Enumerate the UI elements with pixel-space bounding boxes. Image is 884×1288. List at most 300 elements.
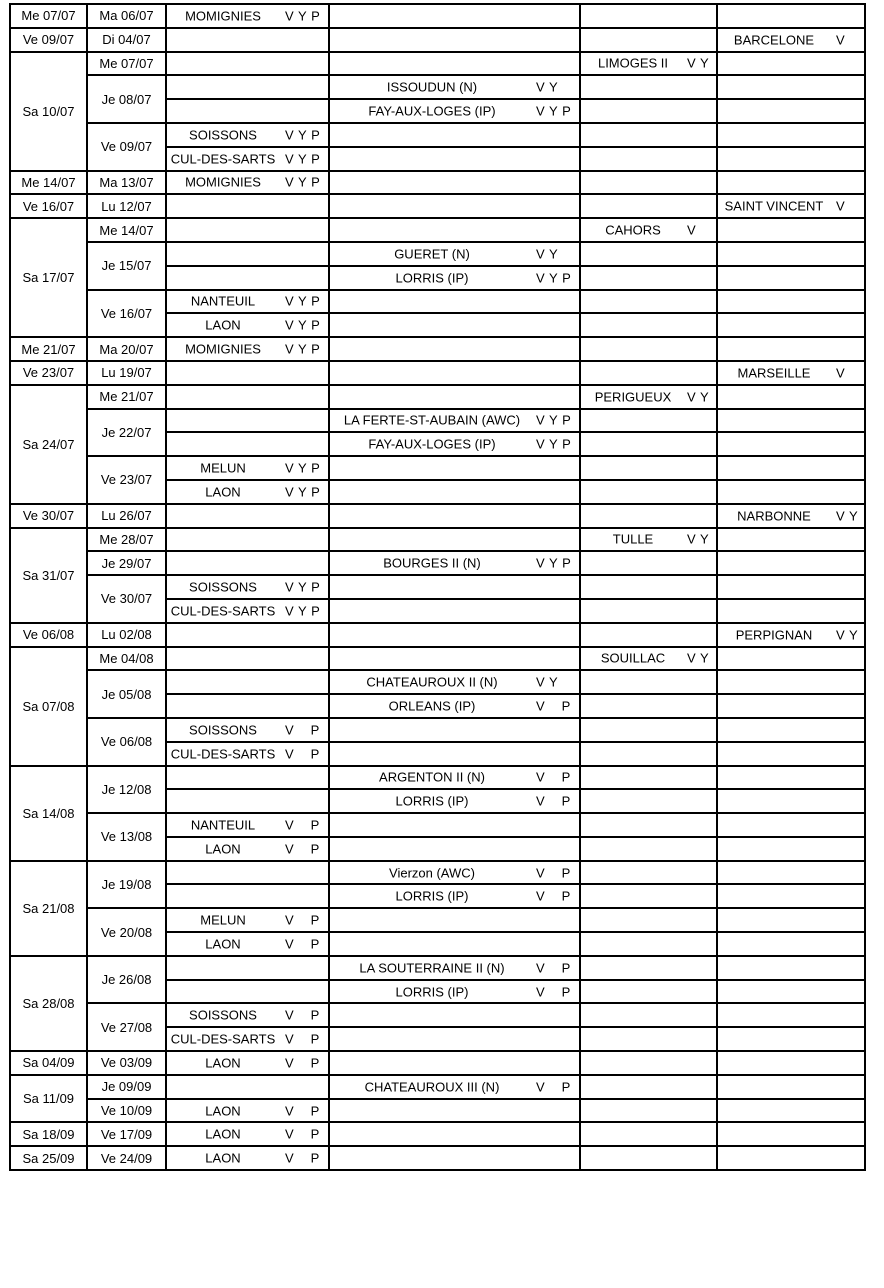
race-cell bbox=[166, 194, 329, 218]
release-date-cell: Sa 17/07 bbox=[10, 218, 87, 337]
race-category-flags: V P bbox=[536, 793, 571, 809]
race-cell bbox=[580, 147, 717, 171]
table-row bbox=[10, 123, 865, 147]
race-category-flags: V Y P bbox=[285, 293, 321, 309]
race-cell bbox=[329, 147, 580, 171]
race-name: CAHORS bbox=[605, 222, 661, 238]
release-date-cell: Ve 09/07 bbox=[10, 28, 87, 52]
race-cell bbox=[329, 361, 580, 385]
race-cell bbox=[580, 361, 717, 385]
release-date-cell: Sa 10/07 bbox=[10, 52, 87, 171]
race-cell bbox=[329, 1027, 580, 1051]
table-row bbox=[10, 194, 865, 218]
race-cell bbox=[580, 75, 717, 99]
race-name: PERIGUEUX bbox=[594, 389, 672, 405]
race-cell bbox=[329, 932, 580, 956]
race-name: FAY-AUX-LOGES (IP) bbox=[368, 436, 496, 452]
race-cell bbox=[166, 99, 329, 123]
basketing-date-cell: Ma 13/07 bbox=[87, 171, 166, 195]
race-cell bbox=[166, 837, 329, 861]
race-cell bbox=[580, 52, 717, 76]
race-cell bbox=[166, 956, 329, 980]
basketing-date-cell: Je 09/09 bbox=[87, 1075, 166, 1099]
race-cell bbox=[166, 432, 329, 456]
race-cell bbox=[717, 147, 865, 171]
race-name: MOMIGNIES bbox=[185, 8, 261, 24]
race-category-flags: V Y P bbox=[285, 151, 321, 167]
race-cell bbox=[329, 956, 580, 980]
race-name: LA SOUTERRAINE II (N) bbox=[359, 960, 505, 976]
race-cell bbox=[329, 75, 580, 99]
release-date-cell: Sa 25/09 bbox=[10, 1146, 87, 1170]
race-name: SOISSONS bbox=[189, 127, 257, 143]
table-row bbox=[10, 337, 865, 361]
release-date-cell: Ve 30/07 bbox=[10, 504, 87, 528]
race-cell bbox=[166, 1027, 329, 1051]
race-cell bbox=[717, 932, 865, 956]
race-category-flags: V Y bbox=[536, 674, 559, 690]
race-name: LA FERTE-ST-AUBAIN (AWC) bbox=[343, 412, 521, 428]
race-category-flags: V P bbox=[536, 769, 571, 785]
basketing-date-cell: Ve 27/08 bbox=[87, 1003, 166, 1051]
race-cell bbox=[166, 908, 329, 932]
table-row bbox=[10, 908, 865, 932]
race-cell bbox=[166, 599, 329, 623]
race-cell bbox=[329, 599, 580, 623]
race-cell bbox=[329, 766, 580, 790]
race-category-flags: V P bbox=[285, 912, 320, 928]
race-name: CHATEAUROUX II (N) bbox=[366, 674, 498, 690]
race-cell bbox=[166, 1099, 329, 1123]
race-cell bbox=[580, 742, 717, 766]
race-cell bbox=[717, 694, 865, 718]
race-cell bbox=[580, 266, 717, 290]
race-cell bbox=[580, 480, 717, 504]
race-cell bbox=[329, 242, 580, 266]
table-row bbox=[10, 456, 865, 480]
race-cell bbox=[580, 1122, 717, 1146]
race-cell bbox=[717, 980, 865, 1004]
race-cell bbox=[329, 694, 580, 718]
race-cell bbox=[717, 908, 865, 932]
race-name: BARCELONE bbox=[733, 32, 815, 48]
race-category-flags: V Y P bbox=[285, 174, 321, 190]
table-row bbox=[10, 623, 865, 647]
release-date-cell: Ve 06/08 bbox=[10, 623, 87, 647]
basketing-date-cell: Ve 16/07 bbox=[87, 290, 166, 338]
race-cell bbox=[580, 290, 717, 314]
basketing-date-cell: Je 05/08 bbox=[87, 670, 166, 718]
basketing-date-cell: Je 29/07 bbox=[87, 551, 166, 575]
race-cell bbox=[166, 694, 329, 718]
race-cell bbox=[166, 813, 329, 837]
race-cell bbox=[329, 456, 580, 480]
race-cell bbox=[580, 694, 717, 718]
race-cell bbox=[717, 884, 865, 908]
basketing-date-cell: Me 21/07 bbox=[87, 385, 166, 409]
race-cell bbox=[166, 932, 329, 956]
release-date-cell: Sa 11/09 bbox=[10, 1075, 87, 1123]
race-cell bbox=[166, 218, 329, 242]
basketing-date-cell: Lu 26/07 bbox=[87, 504, 166, 528]
race-cell bbox=[580, 623, 717, 647]
race-cell bbox=[166, 551, 329, 575]
release-date-cell: Sa 18/09 bbox=[10, 1122, 87, 1146]
basketing-date-cell: Ve 10/09 bbox=[87, 1099, 166, 1123]
race-cell bbox=[329, 1122, 580, 1146]
release-date-cell: Sa 04/09 bbox=[10, 1051, 87, 1075]
race-cell bbox=[329, 623, 580, 647]
race-cell bbox=[580, 670, 717, 694]
race-cell bbox=[580, 4, 717, 28]
race-cell bbox=[329, 290, 580, 314]
race-name: LAON bbox=[205, 1150, 241, 1166]
race-cell bbox=[329, 123, 580, 147]
race-cell bbox=[329, 480, 580, 504]
race-cell bbox=[717, 4, 865, 28]
race-name: SOISSONS bbox=[189, 579, 257, 595]
race-cell bbox=[580, 171, 717, 195]
race-category-flags: V P bbox=[285, 722, 320, 738]
table-row bbox=[10, 75, 865, 99]
race-name: CUL-DES-SARTS bbox=[170, 1031, 276, 1047]
race-cell bbox=[329, 1099, 580, 1123]
race-cell bbox=[166, 123, 329, 147]
race-category-flags: V bbox=[836, 365, 846, 381]
race-cell bbox=[717, 313, 865, 337]
race-cell bbox=[717, 266, 865, 290]
race-cell bbox=[580, 1146, 717, 1170]
schedule-body bbox=[10, 4, 865, 1170]
basketing-date-cell: Ve 09/07 bbox=[87, 123, 166, 171]
basketing-date-cell: Ve 06/08 bbox=[87, 718, 166, 766]
race-cell bbox=[329, 670, 580, 694]
race-cell bbox=[329, 1146, 580, 1170]
basketing-date-cell: Je 15/07 bbox=[87, 242, 166, 290]
race-cell bbox=[329, 1075, 580, 1099]
race-category-flags: V Y P bbox=[536, 270, 572, 286]
race-cell bbox=[580, 99, 717, 123]
release-date-cell: Sa 14/08 bbox=[10, 766, 87, 861]
race-name: MARSEILLE bbox=[737, 365, 811, 381]
race-name: MOMIGNIES bbox=[185, 174, 261, 190]
race-cell bbox=[717, 599, 865, 623]
basketing-date-cell: Je 12/08 bbox=[87, 766, 166, 814]
race-cell bbox=[329, 789, 580, 813]
race-category-flags: V P bbox=[536, 888, 571, 904]
race-cell bbox=[580, 409, 717, 433]
race-cell bbox=[717, 99, 865, 123]
race-category-flags: V Y P bbox=[285, 317, 321, 333]
table-row bbox=[10, 766, 865, 790]
race-cell bbox=[166, 361, 329, 385]
release-date-cell: Ve 16/07 bbox=[10, 194, 87, 218]
race-cell bbox=[166, 504, 329, 528]
race-cell bbox=[329, 385, 580, 409]
race-cell bbox=[329, 409, 580, 433]
race-cell bbox=[329, 551, 580, 575]
basketing-date-cell: Ve 17/09 bbox=[87, 1122, 166, 1146]
table-row bbox=[10, 52, 865, 76]
race-category-flags: V bbox=[687, 222, 697, 238]
table-row bbox=[10, 290, 865, 314]
race-cell bbox=[329, 313, 580, 337]
race-cell bbox=[329, 99, 580, 123]
race-cell bbox=[166, 1051, 329, 1075]
release-date-cell: Sa 31/07 bbox=[10, 528, 87, 623]
race-category-flags: V P bbox=[285, 817, 320, 833]
race-cell bbox=[329, 742, 580, 766]
race-cell bbox=[329, 171, 580, 195]
race-cell bbox=[580, 504, 717, 528]
race-cell bbox=[717, 1146, 865, 1170]
table-row bbox=[10, 242, 865, 266]
race-category-flags: V Y bbox=[687, 650, 710, 666]
race-category-flags: V bbox=[836, 198, 846, 214]
race-cell bbox=[580, 1003, 717, 1027]
race-name: MELUN bbox=[200, 460, 246, 476]
race-category-flags: V P bbox=[285, 1007, 320, 1023]
race-cell bbox=[166, 242, 329, 266]
race-category-flags: V Y P bbox=[536, 412, 572, 428]
race-cell bbox=[166, 1146, 329, 1170]
race-cell bbox=[717, 409, 865, 433]
race-name: LORRIS (IP) bbox=[395, 270, 469, 286]
race-cell bbox=[166, 147, 329, 171]
race-cell bbox=[717, 742, 865, 766]
race-cell bbox=[166, 884, 329, 908]
race-name: FAY-AUX-LOGES (IP) bbox=[368, 103, 496, 119]
basketing-date-cell: Lu 12/07 bbox=[87, 194, 166, 218]
race-cell bbox=[717, 480, 865, 504]
race-name: LAON bbox=[205, 1103, 241, 1119]
table-row bbox=[10, 28, 865, 52]
table-row bbox=[10, 647, 865, 671]
race-cell bbox=[166, 456, 329, 480]
race-category-flags: V Y bbox=[687, 55, 710, 71]
race-category-flags: V Y bbox=[687, 389, 710, 405]
race-cell bbox=[580, 789, 717, 813]
race-cell bbox=[166, 290, 329, 314]
basketing-date-cell: Me 07/07 bbox=[87, 52, 166, 76]
race-cell bbox=[580, 337, 717, 361]
table-row bbox=[10, 575, 865, 599]
race-cell bbox=[580, 313, 717, 337]
race-category-flags: V Y bbox=[536, 246, 559, 262]
race-category-flags: V P bbox=[285, 1150, 320, 1166]
race-category-flags: V Y P bbox=[285, 460, 321, 476]
race-cell bbox=[717, 1003, 865, 1027]
table-row bbox=[10, 361, 865, 385]
race-cell bbox=[329, 575, 580, 599]
race-cell bbox=[717, 1122, 865, 1146]
race-category-flags: V Y bbox=[536, 79, 559, 95]
race-category-flags: V P bbox=[285, 1031, 320, 1047]
race-name: Vierzon (AWC) bbox=[389, 865, 475, 881]
table-row bbox=[10, 551, 865, 575]
race-category-flags: V bbox=[836, 32, 846, 48]
race-cell bbox=[717, 1099, 865, 1123]
race-name: NARBONNE bbox=[737, 508, 811, 524]
race-cell bbox=[166, 313, 329, 337]
race-cell bbox=[329, 813, 580, 837]
race-name: SOISSONS bbox=[189, 1007, 257, 1023]
race-cell bbox=[329, 837, 580, 861]
race-name: NANTEUIL bbox=[190, 817, 256, 833]
race-cell bbox=[329, 266, 580, 290]
table-row bbox=[10, 1075, 865, 1099]
race-cell bbox=[329, 884, 580, 908]
race-cell bbox=[580, 551, 717, 575]
race-category-flags: V P bbox=[285, 1103, 320, 1119]
basketing-date-cell: Ma 20/07 bbox=[87, 337, 166, 361]
race-cell bbox=[717, 1027, 865, 1051]
race-name: SOISSONS bbox=[189, 722, 257, 738]
basketing-date-cell: Di 04/07 bbox=[87, 28, 166, 52]
race-category-flags: V Y P bbox=[536, 436, 572, 452]
race-cell bbox=[166, 766, 329, 790]
release-date-cell: Me 14/07 bbox=[10, 171, 87, 195]
table-row bbox=[10, 1051, 865, 1075]
race-category-flags: V P bbox=[285, 841, 320, 857]
race-cell bbox=[717, 290, 865, 314]
table-row bbox=[10, 861, 865, 885]
race-cell bbox=[717, 813, 865, 837]
race-cell bbox=[717, 385, 865, 409]
table-row bbox=[10, 1122, 865, 1146]
race-cell bbox=[166, 266, 329, 290]
race-cell bbox=[580, 647, 717, 671]
race-cell bbox=[717, 575, 865, 599]
race-cell bbox=[717, 837, 865, 861]
race-name: CHATEAUROUX III (N) bbox=[364, 1079, 500, 1095]
race-name: LAON bbox=[205, 317, 241, 333]
race-cell bbox=[717, 123, 865, 147]
basketing-date-cell: Ve 24/09 bbox=[87, 1146, 166, 1170]
race-cell bbox=[717, 242, 865, 266]
race-cell bbox=[580, 528, 717, 552]
basketing-date-cell: Ma 06/07 bbox=[87, 4, 166, 28]
race-category-flags: V P bbox=[285, 936, 320, 952]
race-category-flags: V P bbox=[536, 865, 571, 881]
table-row bbox=[10, 1099, 865, 1123]
table-row bbox=[10, 504, 865, 528]
race-cell bbox=[580, 1027, 717, 1051]
race-cell bbox=[329, 1051, 580, 1075]
basketing-date-cell: Ve 03/09 bbox=[87, 1051, 166, 1075]
race-cell bbox=[329, 980, 580, 1004]
race-category-flags: V Y bbox=[836, 508, 859, 524]
race-category-flags: V Y bbox=[687, 531, 710, 547]
race-cell bbox=[717, 194, 865, 218]
race-cell bbox=[580, 599, 717, 623]
race-cell bbox=[580, 837, 717, 861]
table-row bbox=[10, 718, 865, 742]
race-cell bbox=[166, 980, 329, 1004]
race-cell bbox=[580, 766, 717, 790]
race-category-flags: V Y P bbox=[285, 579, 321, 595]
race-cell bbox=[717, 218, 865, 242]
race-cell bbox=[329, 647, 580, 671]
race-cell bbox=[329, 194, 580, 218]
table-row bbox=[10, 1003, 865, 1027]
release-date-cell: Me 21/07 bbox=[10, 337, 87, 361]
race-cell bbox=[717, 28, 865, 52]
race-category-flags: V Y P bbox=[285, 603, 321, 619]
table-row bbox=[10, 956, 865, 980]
table-row bbox=[10, 409, 865, 433]
race-cell bbox=[580, 884, 717, 908]
race-category-flags: V P bbox=[536, 984, 571, 1000]
race-cell bbox=[717, 171, 865, 195]
race-name: MELUN bbox=[200, 912, 246, 928]
table-row bbox=[10, 171, 865, 195]
basketing-date-cell: Me 04/08 bbox=[87, 647, 166, 671]
basketing-date-cell: Ve 23/07 bbox=[87, 456, 166, 504]
race-name: ARGENTON II (N) bbox=[379, 769, 485, 785]
race-category-flags: V Y P bbox=[536, 103, 572, 119]
race-name: LAON bbox=[205, 1055, 241, 1071]
race-name: LORRIS (IP) bbox=[395, 984, 469, 1000]
release-date-cell: Sa 07/08 bbox=[10, 647, 87, 766]
race-category-flags: V P bbox=[285, 746, 320, 762]
race-cell bbox=[166, 1003, 329, 1027]
race-cell bbox=[580, 1075, 717, 1099]
race-cell bbox=[717, 789, 865, 813]
race-name: LIMOGES II bbox=[597, 55, 669, 71]
race-cell bbox=[580, 123, 717, 147]
race-cell bbox=[166, 670, 329, 694]
race-cell bbox=[717, 1051, 865, 1075]
race-cell bbox=[166, 385, 329, 409]
race-cell bbox=[580, 28, 717, 52]
race-category-flags: V Y P bbox=[285, 8, 321, 24]
basketing-date-cell: Me 28/07 bbox=[87, 528, 166, 552]
basketing-date-cell: Je 19/08 bbox=[87, 861, 166, 909]
race-name: ISSOUDUN (N) bbox=[386, 79, 478, 95]
release-date-cell: Me 07/07 bbox=[10, 4, 87, 28]
race-category-flags: V P bbox=[536, 698, 571, 714]
race-cell bbox=[717, 361, 865, 385]
race-cell bbox=[166, 623, 329, 647]
race-cell bbox=[166, 337, 329, 361]
race-category-flags: V Y P bbox=[285, 127, 321, 143]
basketing-date-cell: Je 22/07 bbox=[87, 409, 166, 457]
race-cell bbox=[717, 718, 865, 742]
race-cell bbox=[717, 623, 865, 647]
release-date-cell: Sa 28/08 bbox=[10, 956, 87, 1051]
race-cell bbox=[580, 575, 717, 599]
race-cell bbox=[717, 766, 865, 790]
race-name: LAON bbox=[205, 484, 241, 500]
race-cell bbox=[166, 718, 329, 742]
race-name: GUERET (N) bbox=[394, 246, 470, 262]
table-row bbox=[10, 4, 865, 28]
race-cell bbox=[580, 932, 717, 956]
race-cell bbox=[166, 528, 329, 552]
basketing-date-cell: Je 26/08 bbox=[87, 956, 166, 1004]
race-cell bbox=[166, 1075, 329, 1099]
race-name: MOMIGNIES bbox=[185, 341, 261, 357]
race-name: LAON bbox=[205, 1126, 241, 1142]
race-cell bbox=[580, 194, 717, 218]
race-cell bbox=[329, 1003, 580, 1027]
basketing-date-cell: Lu 19/07 bbox=[87, 361, 166, 385]
race-cell bbox=[166, 789, 329, 813]
race-name: CUL-DES-SARTS bbox=[170, 603, 276, 619]
race-cell bbox=[329, 504, 580, 528]
table-row bbox=[10, 528, 865, 552]
